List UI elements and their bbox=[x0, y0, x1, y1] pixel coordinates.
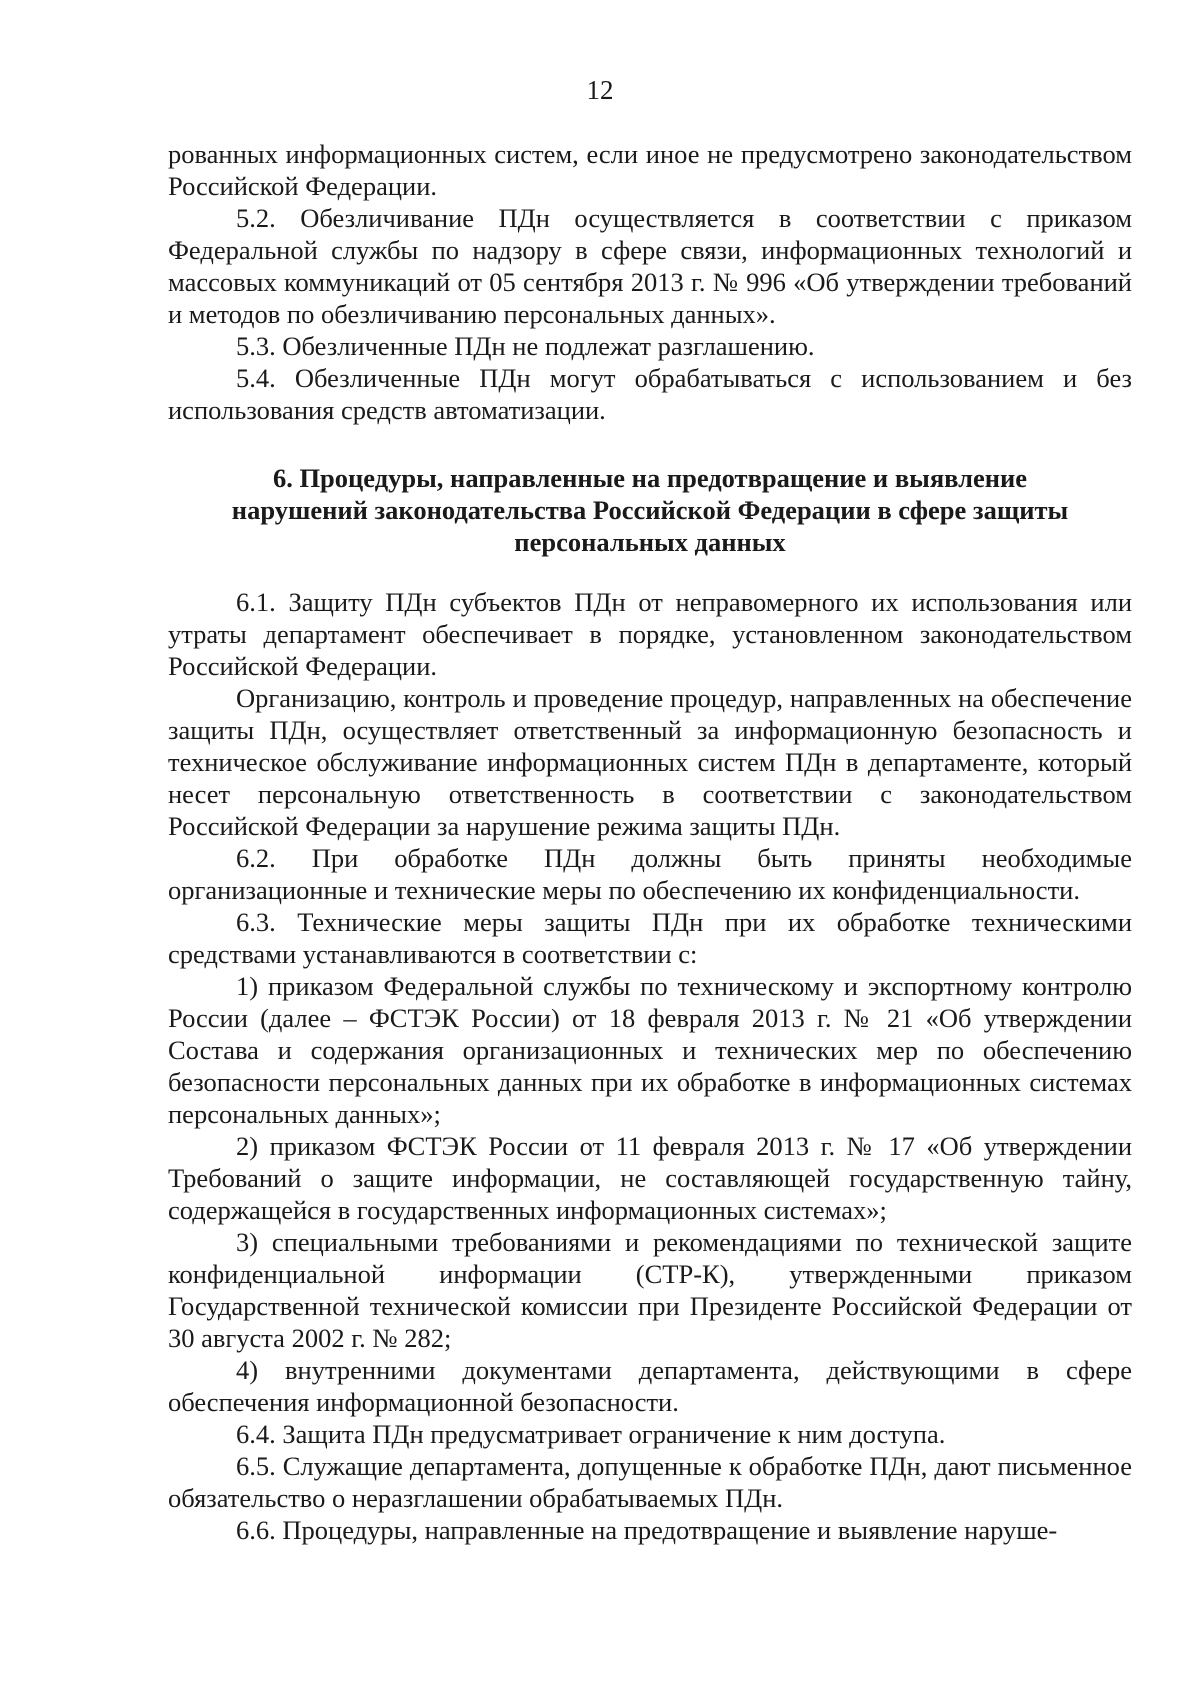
paragraph-5-4: 5.4. Обезличенные ПДн могут обрабатываться с использованием и без использования средств автоматизации. bbox=[168, 363, 1132, 425]
list-item-6-3-1: 1) приказом Федеральной службы по техническому и экспортному контролю России (далее – ФСТЭК России) от 18 февраля 2013 г. № 21 «Об утверждении Состава и содержания организационных и технических мер по обеспечению безопасности персональных данных при их обработке в информационных системах персональных данных»; bbox=[168, 971, 1132, 1129]
page-number: 12 bbox=[586, 75, 614, 105]
list-item-6-3-4: 4) внутренними документами департамента, действующими в сфере обеспечения информационной безопасности. bbox=[168, 1355, 1132, 1417]
paragraph-6-2: 6.2. При обработке ПДн должны быть приняты необходимые организационные и технические меры по обеспечению их конфиденциальности. bbox=[168, 843, 1132, 905]
list-item-6-3-3: 3) специальными требованиями и рекомендациями по технической защите конфиденциальной информации (СТР-К), утвержденными приказом Государственной технической комиссии при Президенте Российской Федерации от 30 августа 2002 г. № 282; bbox=[168, 1227, 1132, 1353]
section-heading-6: 6. Процедуры, направленные на предотвращение и выявление нарушений законодательства Российской Федерации в сфере защиты персональных данных bbox=[231, 463, 1069, 557]
paragraph-6-1: 6.1. Защиту ПДн субъектов ПДн от неправомерного их использования или утраты департамент обеспечивает в порядке, установленном законодательством Российской Федерации. bbox=[168, 587, 1132, 681]
paragraph-6-4: 6.4. Защита ПДн предусматривает ограничение к ним доступа. bbox=[236, 1419, 946, 1449]
paragraph-6-5: 6.5. Служащие департамента, допущенные к обработке ПДн, дают письменное обязательство о неразглашении обрабатываемых ПДн. bbox=[168, 1451, 1132, 1513]
paragraph-6-3: 6.3. Технические меры защиты ПДн при их обработке техническими средствами устанавливаются в соответствии с: bbox=[168, 907, 1132, 969]
paragraph-5-2: 5.2. Обезличивание ПДн осуществляется в соответствии с приказом Федеральной службы по надзору в сфере связи, информационных технологий и массовых коммуникаций от 05 сентября 2013 г. № 996 «Об утверждении требований и методов по обезличиванию персональных данных». bbox=[168, 203, 1132, 329]
paragraph-5-3: 5.3. Обезличенные ПДн не подлежат разглашению. bbox=[236, 331, 815, 361]
document-body bbox=[168, 138, 1132, 1546]
paragraph-6-6: 6.6. Процедуры, направленные на предотвращение и выявление наруше- bbox=[236, 1515, 1058, 1545]
paragraph-6-1-organization: Организацию, контроль и проведение процедур, направленных на обеспечение защиты ПДн, осуществляет ответственный за информационную безопасность и техническое обслуживание информационных систем ПДн в департаменте, который несет персональную ответственность в соответствии с законодательством Российской Федерации за нарушение режима защиты ПДн. bbox=[168, 683, 1132, 841]
paragraph-continuation: рованных информационных систем, если иное не предусмотрено законодательством Российской Федерации. bbox=[168, 139, 1132, 201]
list-item-6-3-2: 2) приказом ФСТЭК России от 11 февраля 2013 г. № 17 «Об утверждении Требований о защите информации, не составляющей государственную тайну, содержащейся в государственных информационных системах»; bbox=[168, 1131, 1132, 1225]
